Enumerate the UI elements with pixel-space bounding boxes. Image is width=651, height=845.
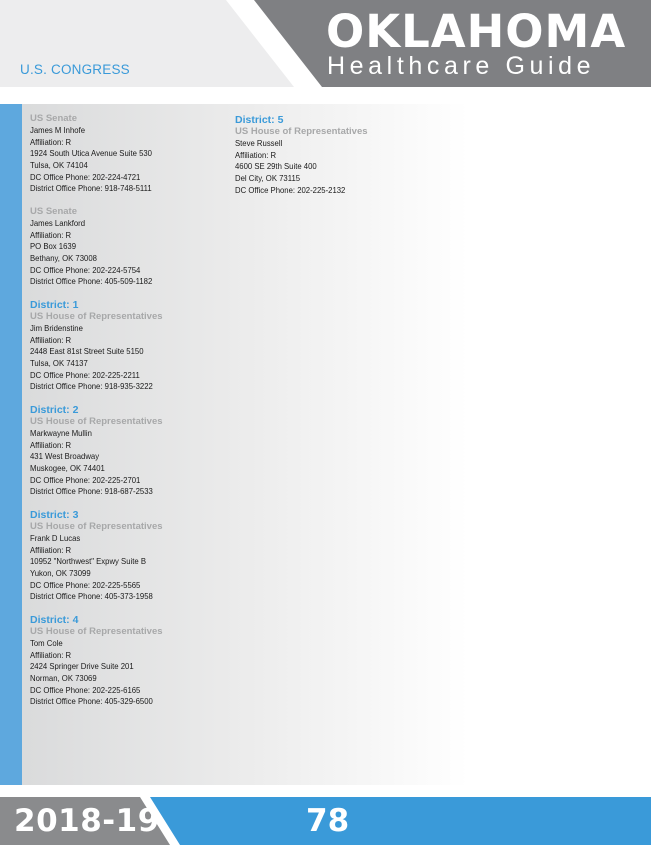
contact-detail: DC Office Phone: 202-225-2211 bbox=[30, 369, 140, 380]
contact-detail: District Office Phone: 405-509-1182 bbox=[30, 276, 153, 287]
guide-subtitle: Healthcare Guide bbox=[327, 52, 596, 80]
representative-entry bbox=[30, 206, 220, 288]
contact-detail: District Office Phone: 405-373-1958 bbox=[30, 591, 153, 602]
contact-detail: Norman, OK 73069 bbox=[30, 672, 97, 683]
representative-entry bbox=[235, 114, 425, 196]
district-heading: District: 4 bbox=[30, 614, 79, 627]
contact-detail: District Office Phone: 918-687-2533 bbox=[30, 486, 153, 497]
contact-detail: Affiliation: R bbox=[30, 136, 72, 147]
contact-detail: District Office Phone: 918-748-5111 bbox=[30, 183, 152, 194]
page-number: 78 bbox=[306, 803, 350, 839]
contact-detail: District Office Phone: 405-329-6500 bbox=[30, 696, 153, 707]
contact-detail: Bethany, OK 73008 bbox=[30, 252, 97, 263]
contact-detail: District Office Phone: 918-935-3222 bbox=[30, 381, 153, 392]
edition-year: 2018-19 bbox=[14, 803, 160, 839]
contact-detail: DC Office Phone: 202-224-5754 bbox=[30, 264, 141, 275]
guide-title: OKLAHOMA bbox=[326, 5, 627, 58]
sidebar-accent-bar bbox=[0, 104, 22, 785]
representative-name: James Lankford bbox=[30, 217, 86, 228]
representative-entry bbox=[30, 614, 220, 708]
left-column bbox=[30, 113, 220, 719]
right-column bbox=[235, 113, 425, 207]
office-title: US House of Representatives bbox=[30, 521, 163, 533]
page-header bbox=[0, 0, 651, 87]
office-title: US House of Representatives bbox=[30, 626, 163, 638]
district-heading: District: 2 bbox=[30, 404, 79, 417]
representative-name: Jim Bridenstine bbox=[30, 322, 83, 333]
contact-detail: 10952 "Northwest" Expwy Suite B bbox=[30, 556, 146, 567]
contact-detail: Affiliation: R bbox=[30, 544, 72, 555]
representative-name: James M Inhofe bbox=[30, 124, 86, 135]
office-title: US Senate bbox=[30, 206, 77, 218]
representative-name: Steve Russell bbox=[235, 137, 283, 148]
district-heading: District: 5 bbox=[235, 114, 284, 126]
section-label: U.S. CONGRESS bbox=[20, 62, 130, 77]
contact-detail: Affiliation: R bbox=[30, 649, 72, 660]
contact-detail: DC Office Phone: 202-225-6165 bbox=[30, 684, 141, 695]
contact-detail: DC Office Phone: 202-225-5565 bbox=[30, 579, 141, 590]
contact-detail: Affiliation: R bbox=[235, 149, 277, 160]
contact-detail: Tulsa, OK 74104 bbox=[30, 159, 88, 170]
contact-detail: 431 West Broadway bbox=[30, 451, 100, 462]
office-title: US House of Representatives bbox=[30, 416, 163, 428]
contact-detail: DC Office Phone: 202-224-4721 bbox=[30, 171, 141, 182]
contact-detail: DC Office Phone: 202-225-2701 bbox=[30, 474, 141, 485]
representative-name: Markwayne Mullin bbox=[30, 427, 92, 438]
contact-detail: 2448 East 81st Street Suite 5150 bbox=[30, 346, 144, 357]
district-heading: District: 1 bbox=[30, 299, 79, 312]
district-heading: District: 3 bbox=[30, 509, 79, 522]
representative-entry bbox=[30, 113, 220, 195]
contact-detail: Yukon, OK 73099 bbox=[30, 567, 91, 578]
representative-entry bbox=[30, 299, 220, 393]
contact-detail: Affiliation: R bbox=[30, 439, 72, 450]
representative-entry bbox=[30, 509, 220, 603]
office-title: US House of Representatives bbox=[235, 126, 368, 137]
contact-detail: DC Office Phone: 202-225-2132 bbox=[235, 184, 346, 195]
office-title: US Senate bbox=[30, 113, 77, 124]
contact-detail: Affiliation: R bbox=[30, 334, 72, 345]
office-title: US House of Representatives bbox=[30, 311, 163, 323]
contact-detail: 1924 South Utica Avenue Suite 530 bbox=[30, 148, 152, 159]
contact-detail: 4600 SE 29th Suite 400 bbox=[235, 161, 317, 172]
representative-entry bbox=[30, 404, 220, 498]
contact-detail: Muskogee, OK 74401 bbox=[30, 462, 105, 473]
contact-detail: Del City, OK 73115 bbox=[235, 172, 301, 183]
contact-detail: Tulsa, OK 74137 bbox=[30, 357, 88, 368]
representative-name: Tom Cole bbox=[30, 637, 63, 648]
contact-detail: 2424 Springer Drive Suite 201 bbox=[30, 661, 134, 672]
contact-detail: PO Box 1639 bbox=[30, 241, 77, 252]
contact-detail: Affiliation: R bbox=[30, 229, 72, 240]
representative-name: Frank D Lucas bbox=[30, 532, 81, 543]
